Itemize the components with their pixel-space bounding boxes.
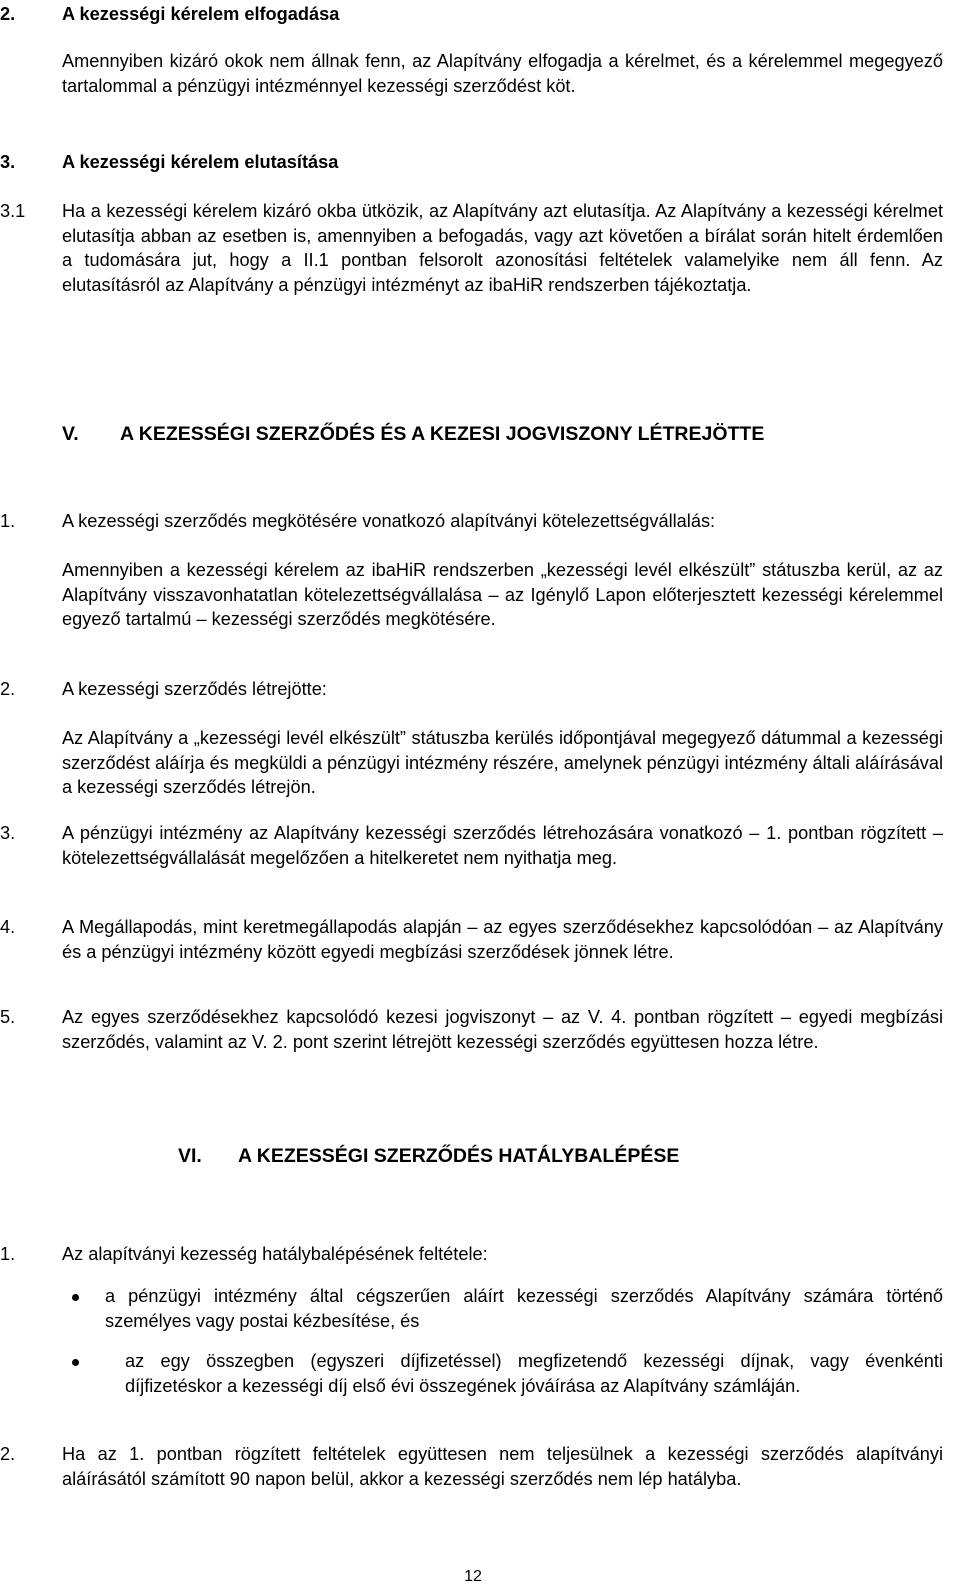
section-3-1-body: Ha a kezességi kérelem kizáró okba ütközik, az Alapítvány azt elutasítja. Az Alapítvány a kezességi kérelmet elutasítja abban az esetben is, amennyiben a befogadás, vagy azt követően a bírálat során hitelt érdemlően a tudomására jut, hogy a II.1 pontban felsorolt azonosítási feltételek valamelyike nem áll fenn. Az elutasításról az Alapítvány a pénzügyi intézményt az ibaHiR rendszerben tájékoztatja. [62, 201, 943, 295]
page-number: 12 [464, 1568, 482, 1585]
section-3-1-number: 3.1 [0, 201, 26, 221]
v-item-5-number: 5. [0, 1007, 16, 1027]
section-2-title: A kezességi kérelem elfogadása [62, 4, 340, 24]
bullet-dot-1 [72, 1294, 79, 1301]
vi-bullet-1: a pénzügyi intézmény által cégszerűen aláírt kezességi szerződés Alapítvány számára történő személyes vagy postai kézbesítése, és [105, 1286, 943, 1331]
section-3-number: 3. [0, 152, 16, 172]
chapter-vi-title: A KEZESSÉGI SZERZŐDÉS HATÁLYBALÉPÉSE [238, 1145, 680, 1167]
v-item-4-number: 4. [0, 917, 16, 937]
v-item-2-heading: A kezességi szerződés létrejötte: [62, 679, 327, 699]
chapter-vi-number: VI. [178, 1145, 202, 1167]
vi-item-2-text: Ha az 1. pontban rögzített feltételek együttesen nem teljesülnek a kezességi szerződés alapítványi aláírásától számított 90 napon belül, akkor a kezességi szerződés nem lép hatályba. [62, 1444, 943, 1489]
vi-item-1-text: Az alapítványi kezesség hatálybalépésének feltétele: [62, 1244, 488, 1264]
v-item-1-number: 1. [0, 511, 16, 531]
v-item-1-heading: A kezességi szerződés megkötésére vonatkozó alapítványi kötelezettségvállalás: [62, 511, 716, 531]
section-3-title: A kezességi kérelem elutasítása [62, 152, 339, 172]
v-item-2-body: Az Alapítvány a „kezességi levél elkészült” státuszba kerülés időpontjával megegyező dátummal a kezességi szerződést aláírja és megküldi a pénzügyi intézmény részére, amelynek pénzügyi intézmény általi aláírásával a kezességi szerződés létrejön. [62, 728, 943, 797]
v-item-3-text: A pénzügyi intézmény az Alapítvány kezességi szerződés létrehozására vonatkozó – 1. pontban rögzített – kötelezettségvállalását megelőzően a hitelkeretet nem nyithatja meg. [62, 823, 943, 868]
section-2-number: 2. [0, 4, 16, 24]
bullet-dot-2 [72, 1359, 79, 1366]
v-item-5-text: Az egyes szerződésekhez kapcsolódó kezesi jogviszonyt – az V. 4. pontban rögzített – egyedi megbízási szerződés, valamint az V. 2. pont szerint létrejött kezességi szerződés együttesen hozza létre. [62, 1007, 943, 1052]
chapter-v-number: V. [62, 423, 79, 445]
vi-item-1-number: 1. [0, 1244, 16, 1264]
vi-item-2-number: 2. [0, 1444, 16, 1464]
vi-bullet-2: az egy összegben (egyszeri díjfizetéssel) megfizetendő kezességi díjnak, vagy évenkénti díjfizetéskor a kezességi díj első évi összegének jóváírása az Alapítvány számláján. [125, 1351, 943, 1396]
v-item-1-body: Amennyiben a kezességi kérelem az ibaHiR rendszerben „kezességi levél elkészült” státuszba kerül, az az Alapítvány visszavonhatatlan kötelezettségvállalása – az Igénylő Lapon előterjesztett kezességi kérelemmel egyező tartalmú – kezességi szerződés megkötésére. [62, 560, 943, 629]
v-item-4-text: A Megállapodás, mint keretmegállapodás alapján – az egyes szerződésekhez kapcsolódóan – az Alapítvány és a pénzügyi intézmény között egyedi megbízási szerződések jönnek létre. [62, 917, 943, 962]
v-item-2-number: 2. [0, 679, 16, 699]
chapter-v-title: A KEZESSÉGI SZERZŐDÉS ÉS A KEZESI JOGVISZONY LÉTREJÖTTE [120, 423, 765, 445]
v-item-3-number: 3. [0, 823, 16, 843]
section-2-body: Amennyiben kizáró okok nem állnak fenn, az Alapítvány elfogadja a kérelmet, és a kérelemmel megegyező tartalommal a pénzügyi intézménnyel kezességi szerződést köt. [62, 51, 943, 96]
